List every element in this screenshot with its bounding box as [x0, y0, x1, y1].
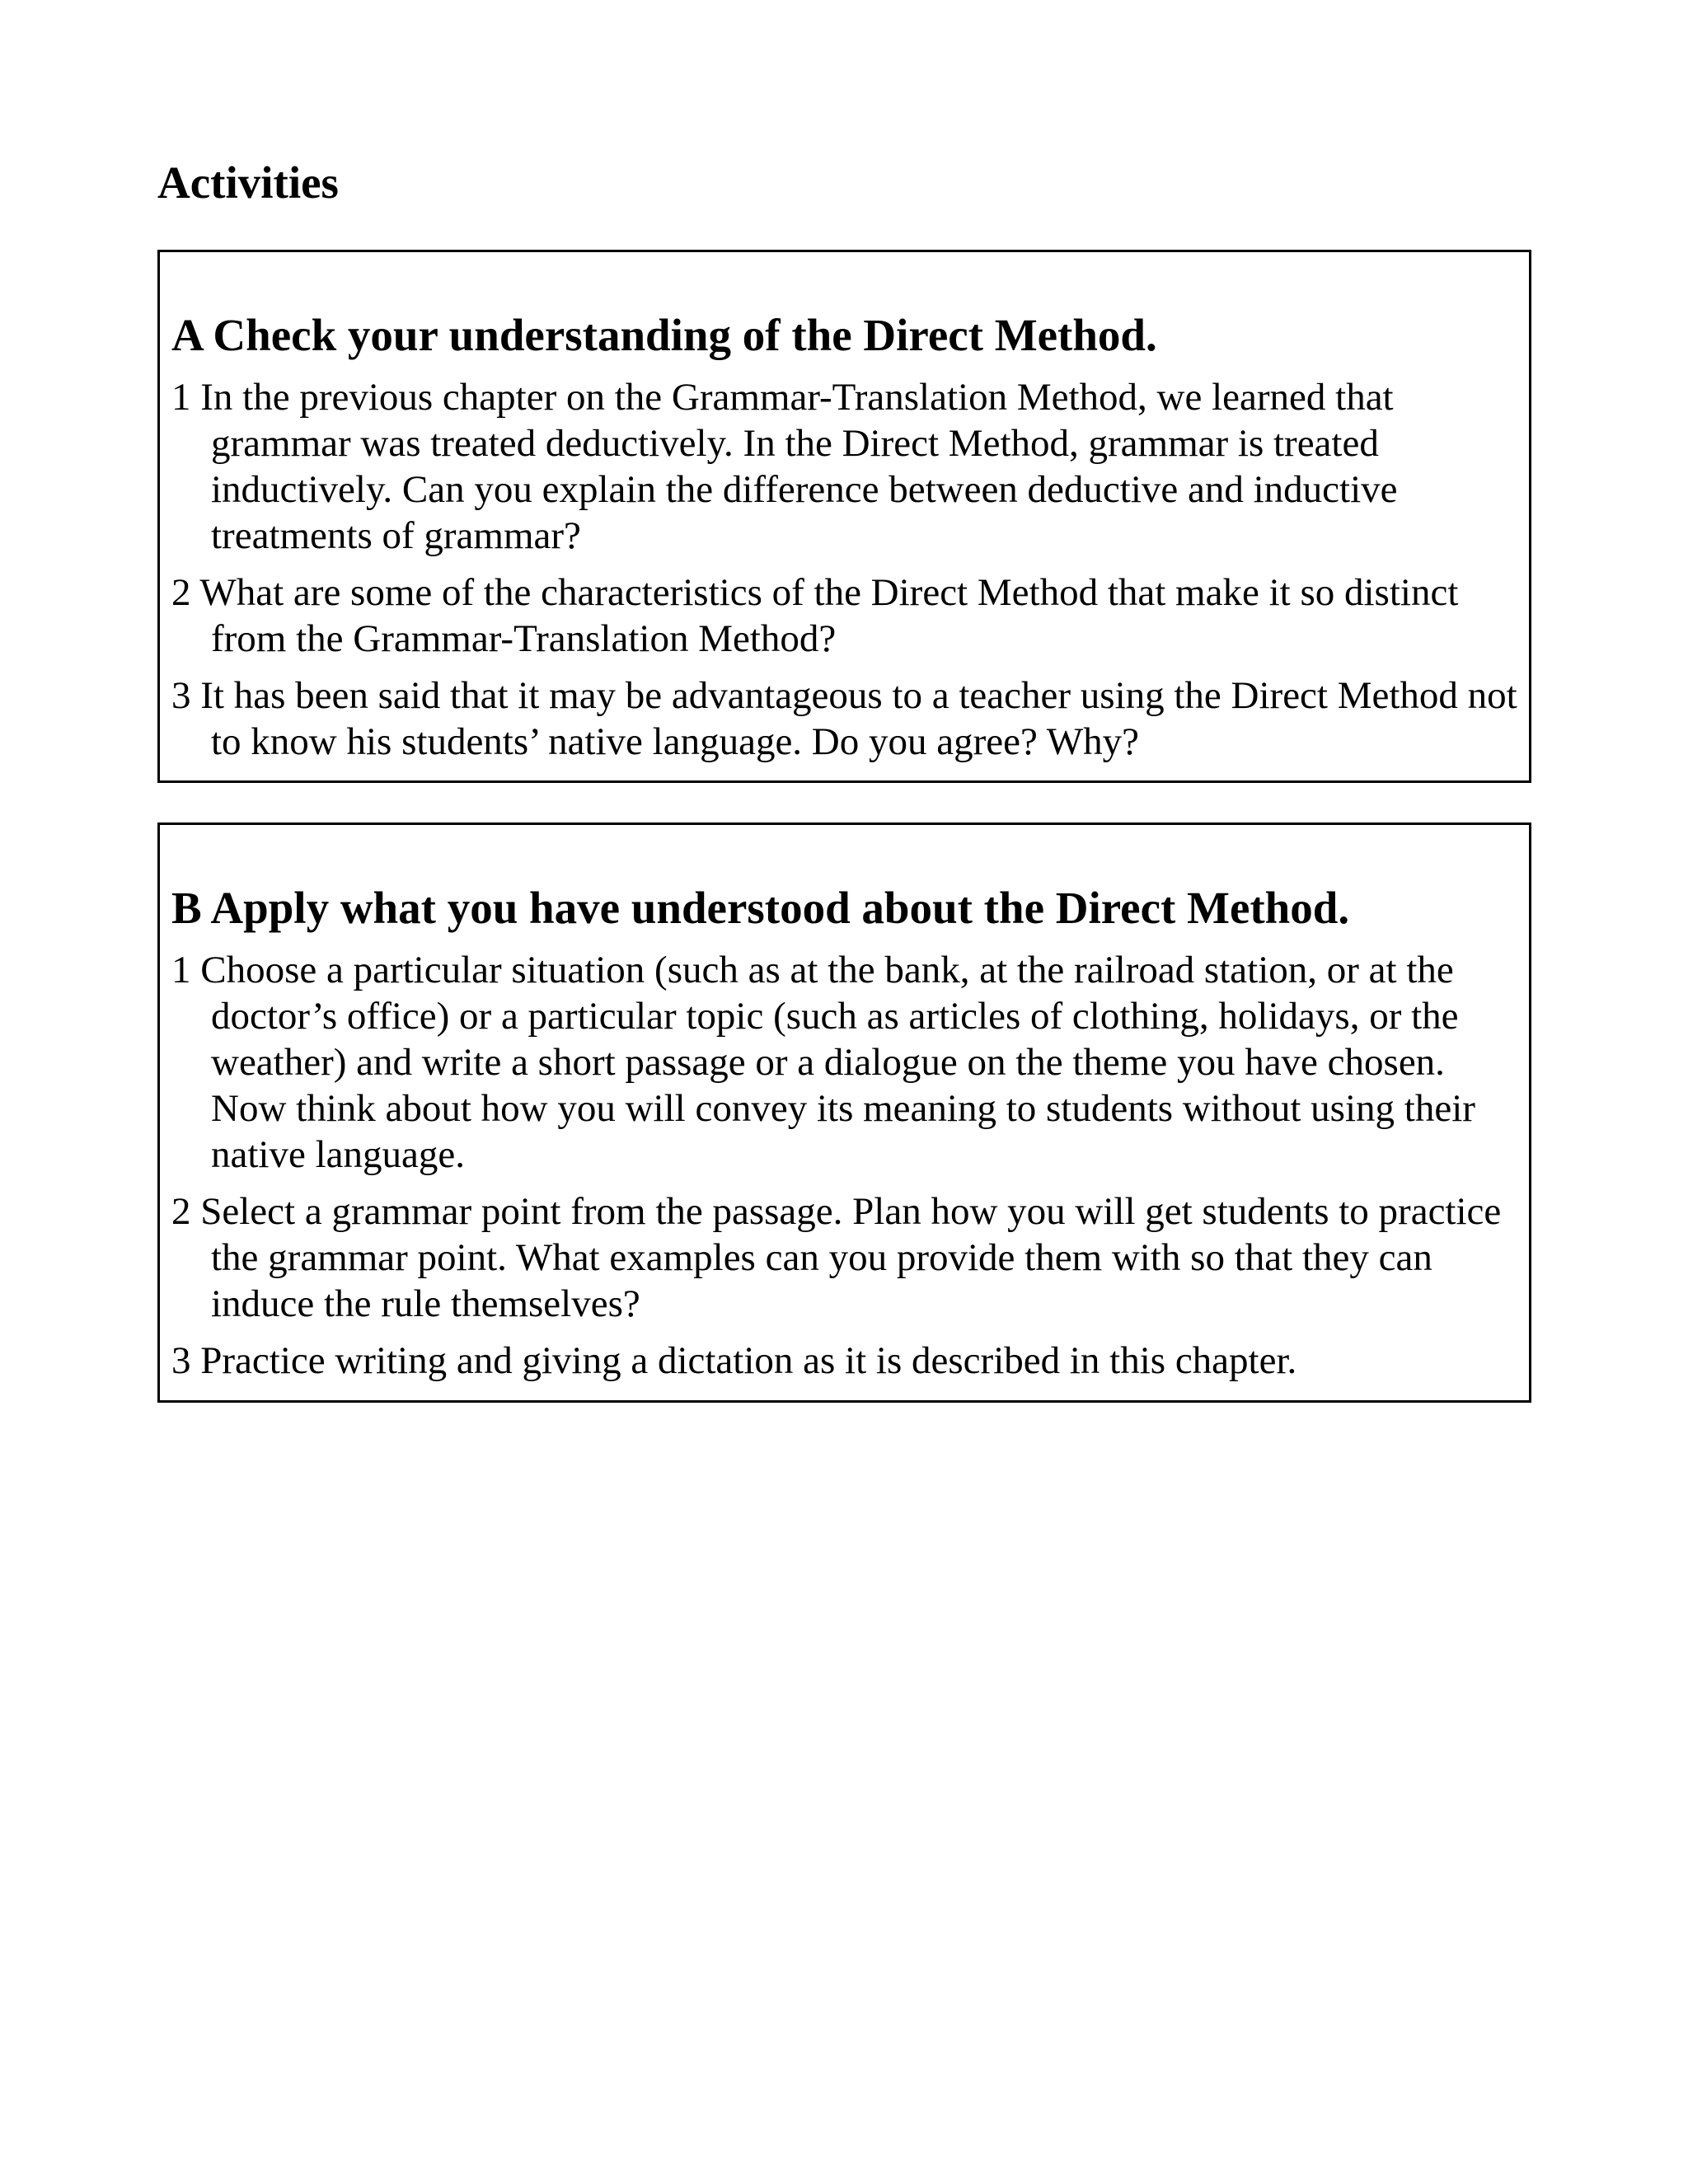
section-a-item-2: 2 What are some of the characteristics of the Direct Method that make it so distinct from the Grammar-Translation Method? [171, 571, 1459, 660]
page-heading: Activities [157, 157, 339, 208]
section-a-title: A Check your understanding of the Direct Method. [171, 310, 1157, 360]
section-b-item-1: 1 Choose a particular situation (such as at the bank, at the railroad station, or at the doctor’s office) or a particular topic (such as articles of clothing, holidays, or the weather) and write a short passage or a dialogue on the theme you have chosen. Now think about how you will convey its meaning to students without using their native language. [171, 949, 1475, 1176]
section-a-box [157, 250, 1531, 783]
section-a-list [171, 374, 1517, 765]
section-b-item-3: 3 Practice writing and giving a dictation as it is described in this chapter. [171, 1339, 1297, 1382]
section-a-item-1: 1 In the previous chapter on the Grammar-Translation Method, we learned that grammar was treated deductively. In the Direct Method, grammar is treated inductively. Can you explain the difference between deductive and inductive treatments of grammar? [171, 376, 1398, 557]
section-b-box [157, 823, 1531, 1403]
section-b-title: B Apply what you have understood about the Direct Method. [171, 883, 1350, 933]
section-a-item-3: 3 It has been said that it may be advantageous to a teacher using the Direct Method not to know his students’ native language. Do you agree? Why? [171, 674, 1517, 763]
section-b-item-2: 2 Select a grammar point from the passage. Plan how you will get students to practice the grammar point. What examples can you provide them with so that they can induce the rule themselves? [171, 1190, 1502, 1325]
section-b-list [171, 947, 1517, 1384]
